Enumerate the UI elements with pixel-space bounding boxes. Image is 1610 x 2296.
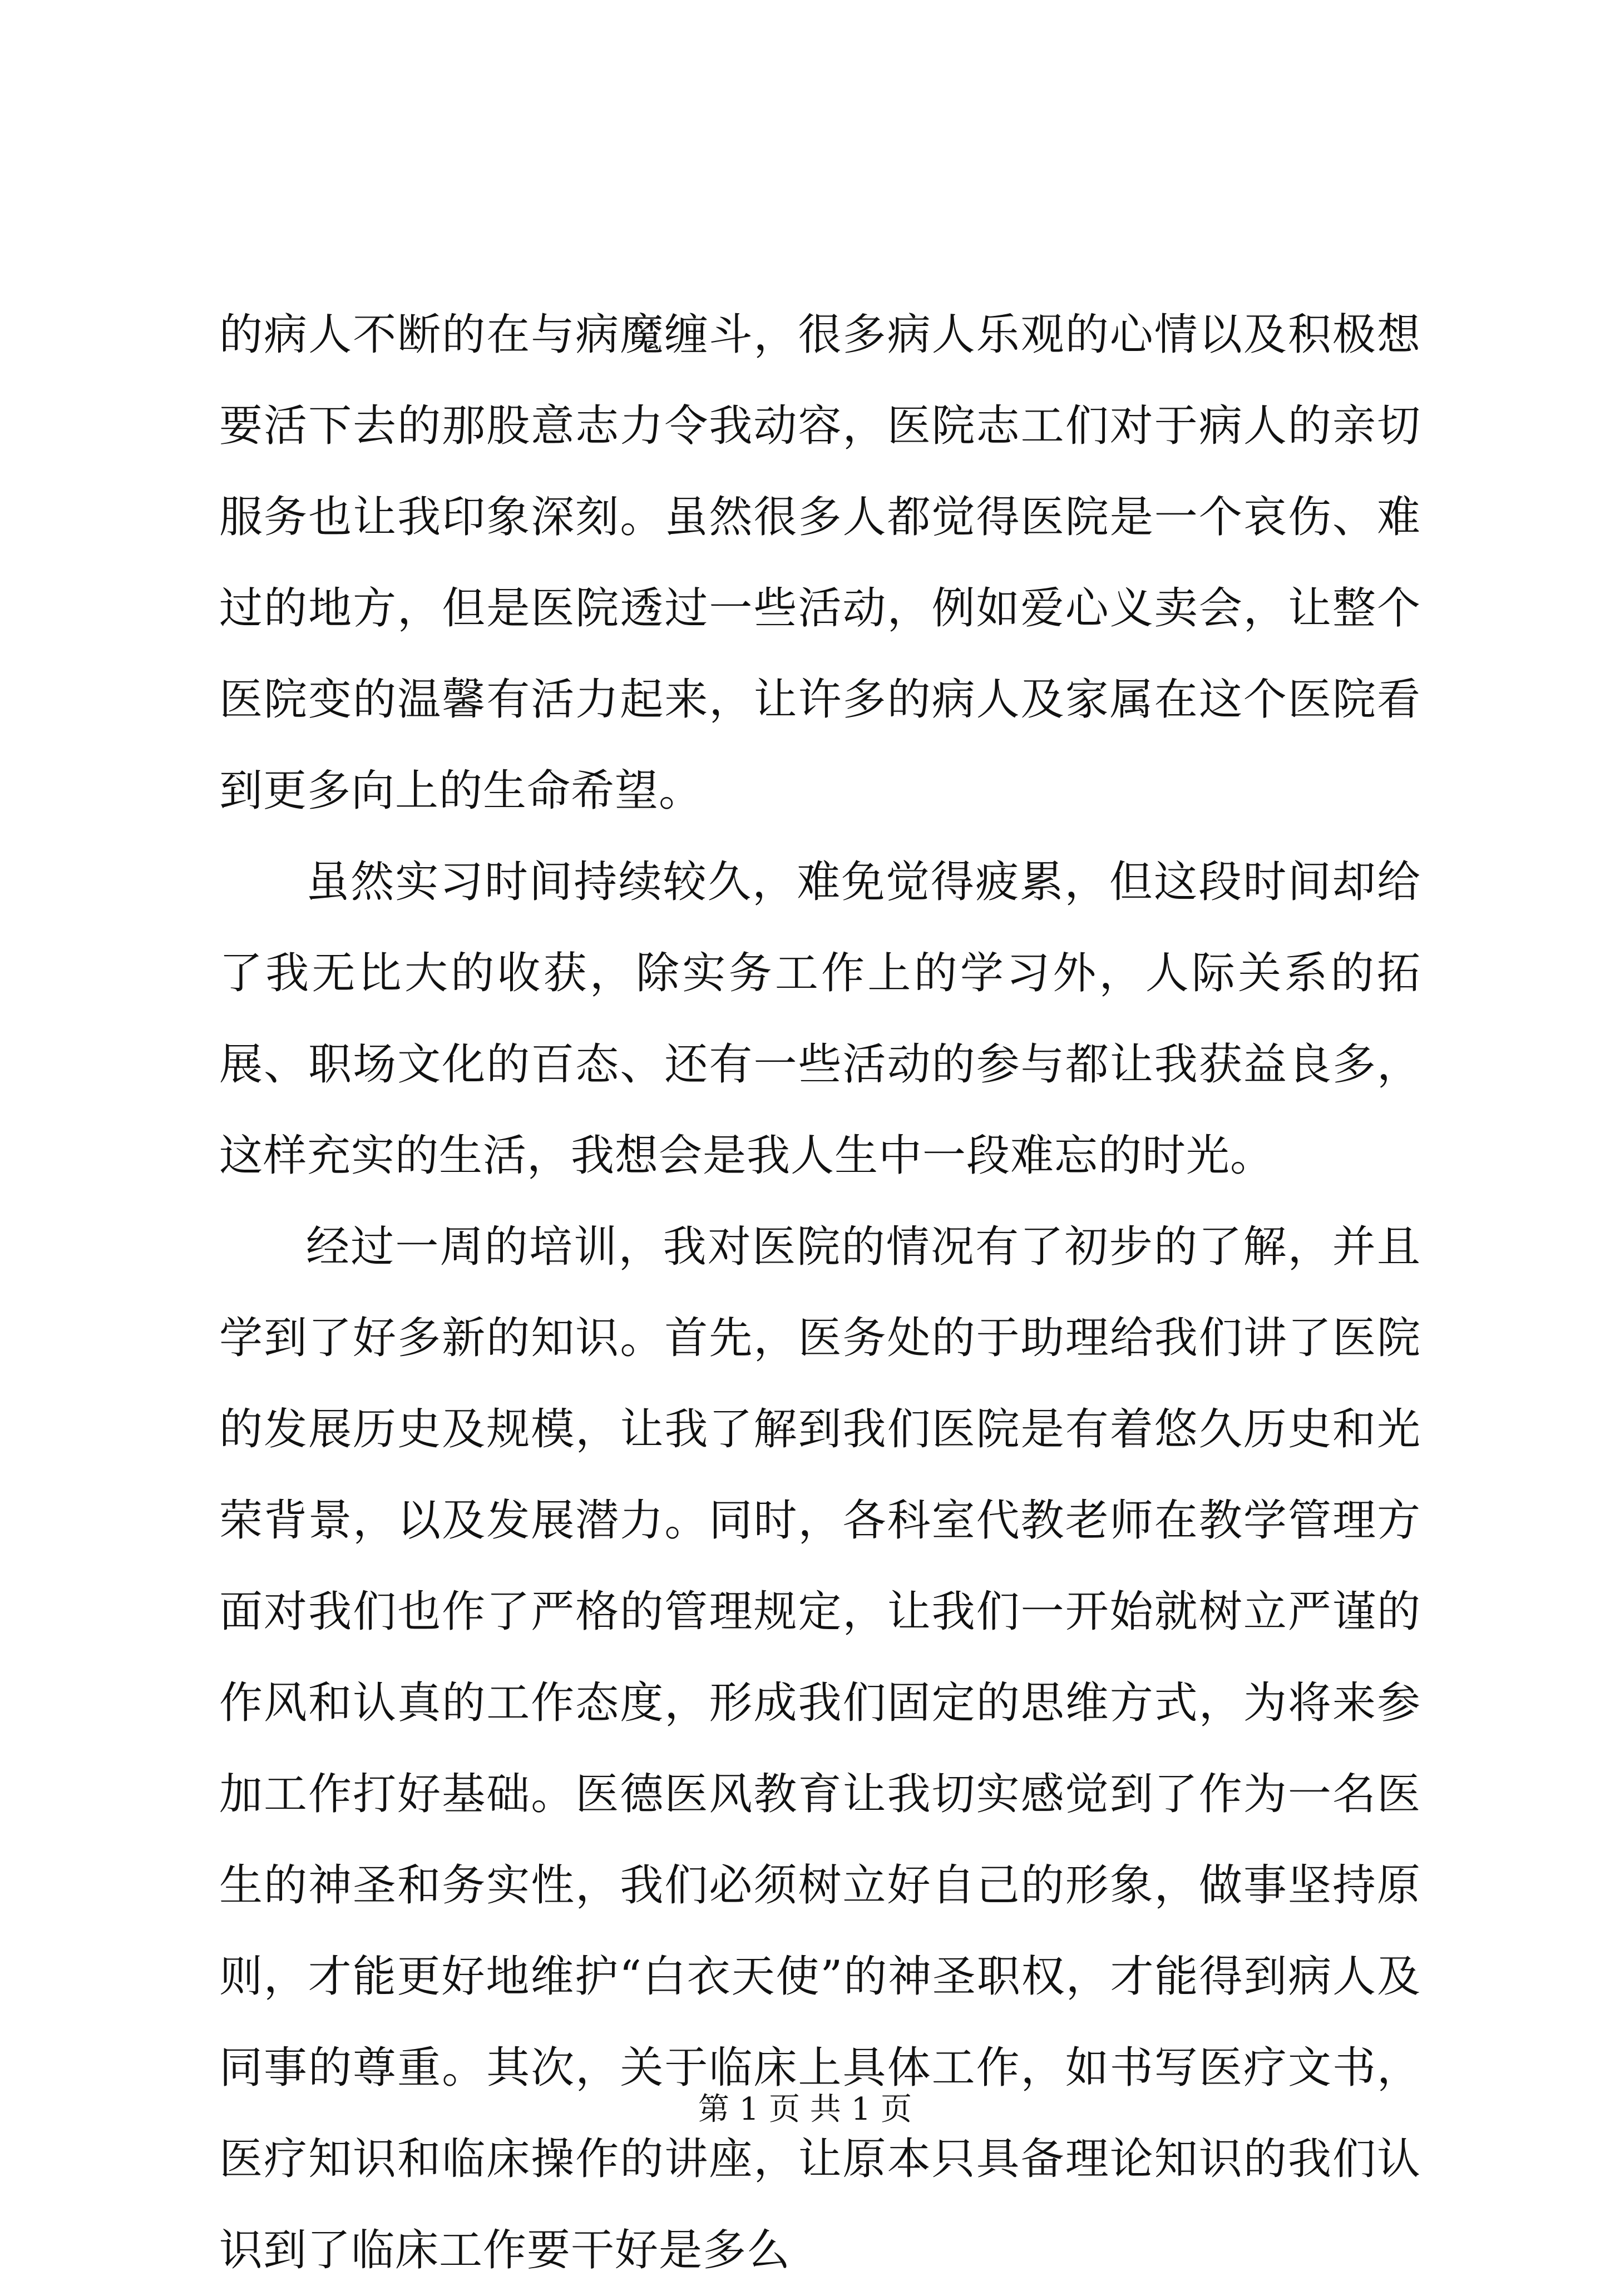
page-footer: 第 1 页 共 1 页 — [698, 2091, 912, 2127]
paragraph-1: 的病人不断的在与病魔缠斗，很多病人乐观的心情以及积极想要活下去的那股意志力令我动容，医院志工们对于病人的亲切服务也让我印象深刻。虽然很多人都觉得医院是一个哀伤、难过的地方，但是医院透过一些活动，例如爱心义卖会，让整个医院变的温馨有活力起来，让许多的病人及家属在这个医院看到更多向上的生命希望。 — [219, 310, 1421, 816]
paragraph-2: 虽然实习时间持续较久，难免觉得疲累，但这段时间却给了我无比大的收获，除实务工作上的学习外，人际关系的拓展、职场文化的百态、还有一些活动的参与都让我获益良多，这样充实的生活，我想会是我人生中一段难忘的时光。 — [219, 857, 1421, 1181]
paragraph-3: 经过一周的培训，我对医院的情况有了初步的了解，并且学到了好多新的知识。首先，医务处的于助理给我们讲了医院的发展历史及规模，让我了解到我们医院是有着悠久历史和光荣背景，以及发展潜力。同时，各科室代教老师在教学管理方面对我们也作了严格的管理规定，让我们一开始就树立严谨的作风和认真的工作态度，形成我们固定的思维方式，为将来参加工作打好基础。医德医风教育让我切实感觉到了作为一名医生的神圣和务实性，我们必须树立好自己的形象，做事坚持原则，才能更好地维护“白衣天使”的神圣职权，才能得到病人及同事的尊重。其次，关于临床上具体工作，如书写医疗文书，医疗知识和临床操作的讲座，让原本只具备理论知识的我们认识到了临床工作要干好是多么 — [219, 1222, 1421, 2275]
document-body — [219, 289, 1421, 2296]
